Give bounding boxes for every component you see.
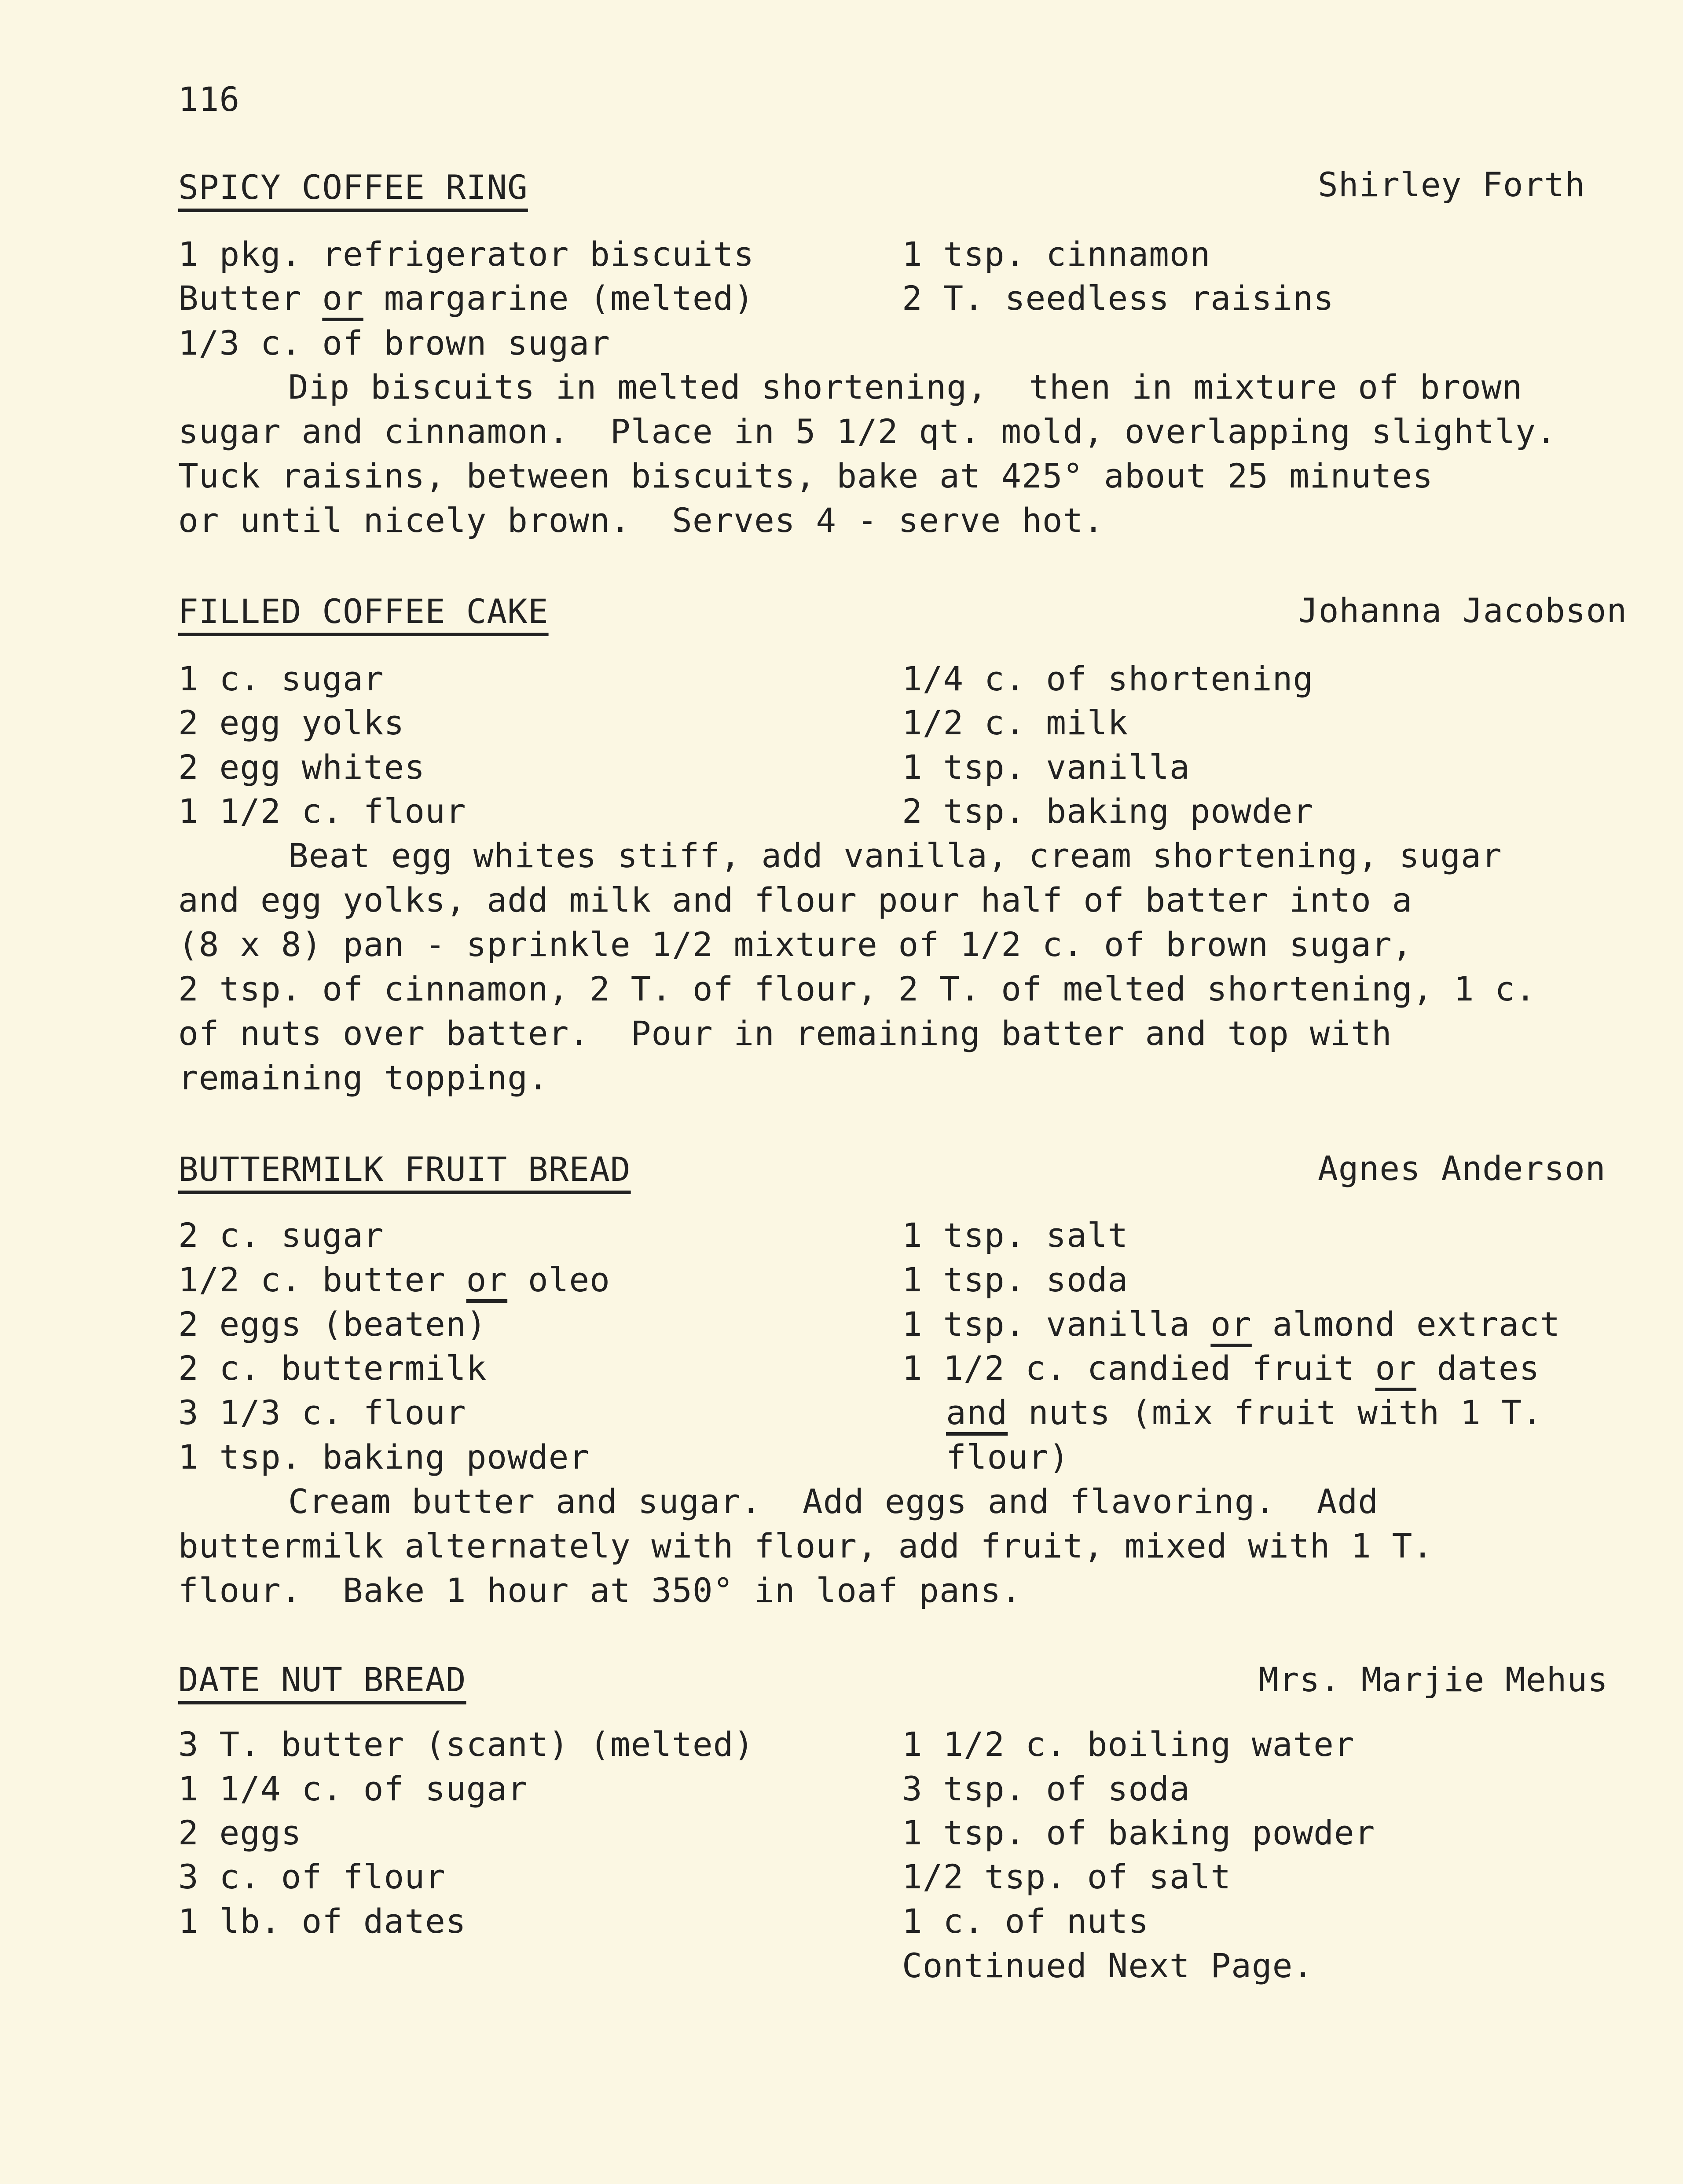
ingredient: 1 tsp. cinnamon [902, 235, 1211, 274]
recipe-author: Johanna Jacobson [1298, 591, 1628, 630]
ingredient: 2 egg whites [178, 748, 425, 787]
recipe-author: Agnes Anderson [1318, 1149, 1606, 1188]
ingredient: 1 1/4 c. of sugar [178, 1769, 528, 1808]
directions-line: remaining topping. [178, 1058, 549, 1097]
recipe-title: FILLED COFFEE CAKE [178, 592, 549, 631]
ingredient: 1/3 c. of brown sugar [178, 323, 610, 363]
directions-line: Tuck raisins, between biscuits, bake at 425° about 25 minutes [178, 456, 1434, 495]
ingredient: 1 c. of nuts [902, 1902, 1149, 1941]
ingredient: 1 tsp. soda [902, 1260, 1129, 1299]
ingredient: 2 egg yolks [178, 703, 405, 742]
ingredient: 2 c. buttermilk [178, 1349, 487, 1388]
ingredient: 1/2 c. milk [902, 703, 1129, 742]
directions-line: Cream butter and sugar. Add eggs and flavoring. Add [288, 1482, 1379, 1521]
recipe-title: BUTTERMILK FRUIT BREAD [178, 1150, 631, 1189]
ingredient: 1 tsp. salt [902, 1216, 1129, 1255]
ingredient: 1 tsp. of baking powder [902, 1813, 1375, 1852]
ingredient: 1/2 tsp. of salt [902, 1857, 1232, 1896]
directions-line: or until nicely brown. Serves 4 - serve hot. [178, 501, 1104, 540]
ingredient: 1/2 c. butter or oleo [178, 1260, 610, 1299]
ingredient: 1 tsp. vanilla or almond extract [902, 1305, 1561, 1344]
ingredient: 1 pkg. refrigerator biscuits [178, 235, 755, 274]
ingredient: 1 lb. of dates [178, 1902, 466, 1941]
recipe-title: SPICY COFFEE RING [178, 168, 528, 207]
ingredient: 2 eggs [178, 1813, 302, 1852]
ingredient: 1 1/2 c. flour [178, 792, 466, 831]
ingredient: Butter or margarine (melted) [178, 278, 755, 318]
directions-line: of nuts over batter. Pour in remaining batter and top with [178, 1014, 1392, 1053]
ingredient: 3 1/3 c. flour [178, 1393, 466, 1432]
ingredient: 3 tsp. of soda [902, 1769, 1190, 1808]
ingredient: 1/4 c. of shortening [902, 659, 1314, 698]
directions-line: Beat egg whites stiff, add vanilla, cream shortening, sugar [288, 836, 1502, 875]
ingredient: 2 T. seedless raisins [902, 278, 1334, 318]
ingredient: 1 1/2 c. boiling water [902, 1725, 1355, 1764]
ingredient: 3 c. of flour [178, 1857, 446, 1896]
continued-note: Continued Next Page. [902, 1946, 1314, 1985]
recipe-author: Shirley Forth [1318, 165, 1585, 204]
ingredient: 2 tsp. baking powder [902, 792, 1314, 831]
directions-line: flour. Bake 1 hour at 350° in loaf pans. [178, 1571, 1022, 1610]
ingredient: 1 c. sugar [178, 659, 384, 698]
ingredient: 2 c. sugar [178, 1216, 384, 1255]
recipe-author: Mrs. Marjie Mehus [1258, 1660, 1608, 1699]
ingredient: 1 1/2 c. candied fruit or dates [902, 1349, 1540, 1388]
recipe-title: DATE NUT BREAD [178, 1660, 466, 1699]
directions-line: 2 tsp. of cinnamon, 2 T. of flour, 2 T. of melted shortening, 1 c. [178, 969, 1536, 1008]
ingredient: flour) [946, 1437, 1070, 1477]
directions-line: and egg yolks, add milk and flour pour half of batter into a [178, 880, 1413, 920]
ingredient: 2 eggs (beaten) [178, 1305, 487, 1344]
ingredient: 1 tsp. baking powder [178, 1437, 590, 1477]
ingredient: 1 tsp. vanilla [902, 748, 1190, 787]
page-number: 116 [178, 80, 240, 119]
directions-line: sugar and cinnamon. Place in 5 1/2 qt. mold, overlapping slightly. [178, 412, 1557, 451]
ingredient: and nuts (mix fruit with 1 T. [946, 1393, 1543, 1432]
directions-line: buttermilk alternately with flour, add fruit, mixed with 1 T. [178, 1526, 1434, 1565]
directions-line: (8 x 8) pan - sprinkle 1/2 mixture of 1/2 c. of brown sugar, [178, 925, 1413, 964]
directions-line: Dip biscuits in melted shortening, then in mixture of brown [288, 367, 1523, 407]
ingredient: 3 T. butter (scant) (melted) [178, 1725, 755, 1764]
